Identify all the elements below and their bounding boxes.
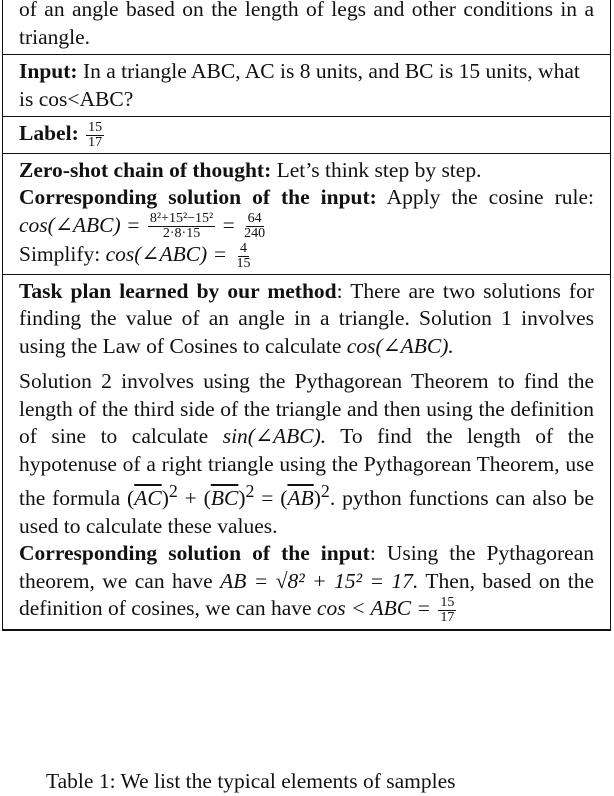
final-fraction-denominator: 17 — [440, 609, 455, 625]
table-caption: Table 1: We list the typical elements of samples — [46, 769, 456, 793]
label-fraction-numerator: 15 — [88, 119, 103, 135]
plan-solution — [19, 540, 594, 625]
plan-solution1-expr: cos(∠ABC). — [346, 333, 454, 358]
final-fraction-numerator: 15 — [440, 594, 455, 610]
plan-cos-final: cos < ABC = — [316, 596, 431, 621]
cot-fraction-3-denominator: 15 — [236, 255, 251, 271]
plan-para-2b-text: To find the length of the hypotenuse of a right triangle using the Pythagorean Theorem, use the formula — [19, 424, 594, 511]
plan-para-1 — [19, 278, 594, 361]
plan-then-text: Then, based on the definition of cosines, we can have — [19, 568, 595, 621]
plan-sin-expr: sin(∠ABC). — [222, 424, 327, 449]
cot-text: Let’s think step by step. — [276, 157, 482, 182]
row-chain-of-thought — [3, 154, 610, 275]
label-label: Label: — [19, 121, 79, 145]
cot-fraction-1 — [148, 212, 215, 241]
label-fraction — [86, 121, 104, 150]
cot-simplify-expr: cos(∠ABC) = — [105, 242, 228, 267]
row-label — [3, 117, 610, 154]
plan-solution-text: : Using the Pythagorean theorem, we can have — [19, 541, 595, 593]
segment-bc: $\overline{BC}$ — [210, 486, 239, 511]
segment-ab: $\overline{AB}$ — [287, 486, 314, 511]
cot-simplify — [19, 241, 594, 271]
plan-para-2c-text: . python functions can also be used to calculate these values. — [19, 486, 594, 538]
cot-solution-label: Corresponding solution of the input: — [19, 185, 377, 210]
row-task-plan — [3, 275, 610, 631]
cot-equals: = — [222, 212, 235, 237]
plan-para-2-text: Solution 2 involves using the Pythagorean Theorem to find the length of the third side of the triangle and then using the definition of sine to calculate — [19, 369, 594, 449]
cot-fraction-2-denominator: 240 — [244, 226, 266, 242]
input-text: In a triangle ABC, AC is 8 units, and BC is 15 units, what is cos<ABC? — [19, 59, 580, 111]
segment-ac: $\overline{AC}$ — [134, 486, 162, 511]
cot-line — [19, 157, 594, 185]
plan-ab-expr: AB = √8² + 15² = 17. — [220, 568, 419, 593]
plan-text: : There are two solutions for finding the value of an angle in a triangle. Solution 1 involves using the Law of Cosines to calculate — [19, 278, 594, 358]
cot-fraction-2 — [242, 212, 267, 241]
content-table — [2, 0, 611, 631]
plan-para-2 — [19, 368, 594, 540]
plan-label: Task plan learned by our method — [19, 278, 337, 303]
cot-fraction-3 — [234, 242, 252, 271]
task-description-text: of an angle based on the length of legs and other conditions in a triangle. — [19, 0, 594, 49]
cot-fraction-3-numerator: 4 — [239, 240, 247, 256]
cot-solution-text: Apply the cosine rule: — [386, 185, 595, 210]
cot-fraction-1-denominator: 2·8·15 — [162, 226, 201, 242]
row-task-description — [3, 0, 610, 55]
label-fraction-denominator: 17 — [88, 134, 103, 150]
cot-simplify-label: Simplify: — [19, 242, 101, 267]
cot-cos-expr: cos(∠ABC) = — [19, 212, 141, 237]
plan-solution-label: Corresponding solution of the input — [19, 541, 370, 566]
input-label: Input: — [19, 59, 78, 83]
cot-fraction-2-numerator: 64 — [247, 211, 262, 227]
row-input — [3, 55, 610, 117]
cot-fraction-1-numerator: 8²+15²−15² — [149, 211, 214, 227]
final-fraction — [438, 596, 456, 625]
cot-label: Zero-shot chain of thought: — [19, 157, 272, 182]
pythagorean-formula: $(\overline{AC})^2 + (\overline{BC})^2 = (\overline{AB})^2$ — [127, 481, 330, 511]
cot-solution — [19, 184, 594, 241]
